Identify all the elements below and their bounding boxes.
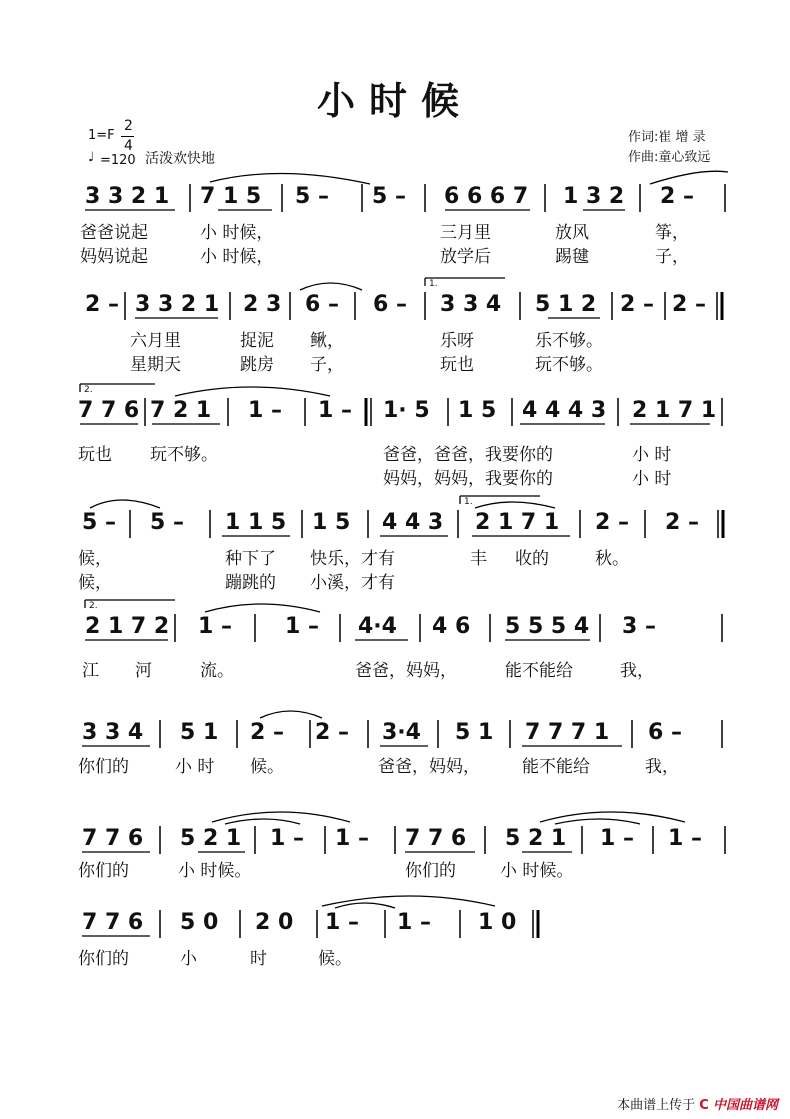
- notes-row2-m9: 2 –: [672, 292, 706, 317]
- notes-row2-m2: 3 3 2 1: [135, 292, 220, 317]
- lyric-row6-v1-e: 能不能给: [522, 757, 590, 777]
- notes-row4-m7: 2 –: [595, 510, 629, 535]
- lyric-row2-v2-e: 玩不够。: [535, 355, 603, 375]
- notes-row4-m6: 2 1 7 1: [475, 510, 560, 535]
- lyric-row2-v2-d: 玩也: [440, 355, 474, 375]
- lyric-row6-v1-b: 小 时: [175, 757, 215, 777]
- time-signature-divider: [121, 136, 134, 137]
- notes-row5-m1: 2 1 7 2: [85, 614, 170, 639]
- ending-bracket-1-label: 1.: [429, 279, 438, 289]
- lyric-row7-v1-d: 小 时候。: [500, 861, 574, 881]
- notes-row4-m2: 5 –: [150, 510, 184, 535]
- notes-row3-m2: 7 2 1: [150, 398, 212, 423]
- notes-row4-m5: 4 4 3: [382, 510, 444, 535]
- lyric-row2-v1-c: 鳅，: [310, 331, 344, 351]
- lyric-row4-v1-f: 秋。: [595, 549, 629, 569]
- quarter-note-icon: ♩: [88, 150, 95, 165]
- lyric-row2-v2-b: 跳房: [240, 355, 274, 375]
- notes-row2-m7: 5 1 2: [535, 292, 597, 317]
- notes-row3-m8: 2 1 7 1: [632, 398, 717, 423]
- lyric-row6-v1-f: 我，: [645, 757, 679, 777]
- lyric-row2-v1-e: 乐不够。: [535, 331, 603, 351]
- notes-row3-m3: 1 –: [248, 398, 282, 423]
- notes-row3-m7: 4 4 4 3: [522, 398, 607, 423]
- ending-bracket-3-label: 1.: [464, 497, 473, 507]
- notes-row8-m1: 7 7 6: [82, 910, 144, 935]
- notes-row8-m2: 5 0: [180, 910, 219, 935]
- lyric-row1-v1-c: 三月里: [440, 223, 491, 243]
- lyric-row1-v2-c: 放学后: [440, 247, 491, 267]
- notes-row2-m6: 3 3 4: [440, 292, 502, 317]
- notes-row2-m4: 6 –: [305, 292, 339, 317]
- expression-marking: 活泼欢快地: [145, 151, 215, 167]
- notes-row8-m5: 1 –: [397, 910, 431, 935]
- lyric-row4-v1-c: 快乐，才有: [310, 549, 395, 569]
- lyric-row2-v1-a: 六月里: [130, 331, 181, 351]
- notes-row2-m8: 2 –: [620, 292, 654, 317]
- notes-row3-m1: 7 7 6: [78, 398, 140, 423]
- notes-row8-m4: 1 –: [325, 910, 359, 935]
- notes-row3-m4: 1 –: [318, 398, 352, 423]
- notes-row3-m6: 1 5: [458, 398, 497, 423]
- lyric-row1-v2-d: 踢毽: [555, 247, 589, 267]
- lyric-row4-v1-e: 收的: [515, 549, 549, 569]
- notes-row7-m3: 1 –: [270, 826, 304, 851]
- notes-row1-m5: 6 6 6 7: [444, 184, 529, 209]
- lyric-row4-v2-c: 小溪，才有: [310, 573, 395, 593]
- lyric-row5-v1-e: 能不能给: [505, 661, 573, 681]
- lyric-row6-v1-d: 爸爸，妈妈，: [378, 757, 480, 777]
- lyric-row2-v1-d: 乐呀: [440, 331, 474, 351]
- notes-row4-m1: 5 –: [82, 510, 116, 535]
- lyric-row1-v2-b: 小 时候，: [200, 247, 274, 267]
- lyric-row5-v1-f: 我，: [620, 661, 654, 681]
- lyric-row3-v1-a: 玩也: [78, 445, 112, 465]
- ending-bracket-4-label: 2.: [89, 601, 98, 611]
- notes-row5-m2: 1 –: [198, 614, 232, 639]
- notes-row1-m6: 1 3 2: [563, 184, 625, 209]
- notes-row2-m5: 6 –: [373, 292, 407, 317]
- notes-row6-m8: 6 –: [648, 720, 682, 745]
- lyric-row5-v1-d: 爸爸，妈妈，: [355, 661, 457, 681]
- notes-row6-m1: 3 3 4: [82, 720, 144, 745]
- lyric-row4-v1-a: 候，: [78, 549, 112, 569]
- lyric-row8-v1-b: 小: [180, 949, 197, 969]
- lyric-row5-v1-b: 河: [135, 661, 152, 681]
- notes-row1-m1: 3 3 2 1: [85, 184, 170, 209]
- lyric-row7-v1-a: 你们的: [78, 861, 129, 881]
- composer-credit: 作曲:童心致远: [628, 150, 711, 165]
- notes-row5-m5: 4 6: [432, 614, 471, 639]
- notes-row7-m6: 5 2 1: [505, 826, 567, 851]
- notes-row5-m6: 5 5 5 4: [505, 614, 590, 639]
- lyric-row2-v1-b: 捉泥: [240, 331, 274, 351]
- key-signature: 1=F: [88, 128, 115, 143]
- notes-row2-m1: 2 –: [85, 292, 119, 317]
- notes-row2-m3: 2 3: [243, 292, 282, 317]
- lyric-row2-v2-c: 子，: [310, 355, 344, 375]
- lyric-row6-v1-c: 候。: [250, 757, 284, 777]
- lyric-row3-v1-c: 爸爸，爸爸，我要你的: [383, 445, 553, 465]
- notes-row6-m4: 2 –: [315, 720, 349, 745]
- lyric-row6-v1-a: 你们的: [78, 757, 129, 777]
- lyric-row5-v1-c: 流。: [200, 661, 234, 681]
- tempo-marking: =120: [100, 153, 136, 168]
- notes-row7-m4: 1 –: [335, 826, 369, 851]
- notes-row7-m5: 7 7 6: [405, 826, 467, 851]
- notes-row7-m7: 1 –: [600, 826, 634, 851]
- footer-source: [617, 1094, 778, 1113]
- notes-row1-m2: 7 1 5: [200, 184, 262, 209]
- song-title: 小时候: [316, 79, 473, 123]
- notes-row7-m1: 7 7 6: [82, 826, 144, 851]
- notes-row7-m8: 1 –: [668, 826, 702, 851]
- notes-row8-m3: 2 0: [255, 910, 294, 935]
- lyric-row7-v1-b: 小 时候。: [178, 861, 252, 881]
- lyric-row5-v1-a: 江: [82, 661, 99, 681]
- ending-bracket-2-label: 2.: [84, 385, 93, 395]
- notes-row1-m3: 5 –: [295, 184, 329, 209]
- lyric-row1-v1-a: 爸爸说起: [80, 223, 148, 243]
- lyric-row8-v1-d: 候。: [318, 949, 352, 969]
- lyric-row1-v2-e: 子，: [655, 247, 689, 267]
- notes-row6-m6: 5 1: [455, 720, 494, 745]
- notes-row5-m3: 1 –: [285, 614, 319, 639]
- notes-row4-m3: 1 1 5: [225, 510, 287, 535]
- notes-row1-m7: 2 –: [660, 184, 694, 209]
- lyric-row4-v2-a: 候，: [78, 573, 112, 593]
- notes-row5-m7: 3 –: [622, 614, 656, 639]
- notes-row4-m4: 1 5: [312, 510, 351, 535]
- lyric-row1-v1-b: 小 时候，: [200, 223, 274, 243]
- notes-row6-m7: 7 7 7 1: [525, 720, 610, 745]
- time-signature-bottom: 4: [124, 138, 133, 154]
- notes-row4-m8: 2 –: [665, 510, 699, 535]
- lyric-row1-v2-a: 妈妈说起: [80, 247, 148, 267]
- lyric-row3-v1-d: 小 时: [632, 445, 672, 465]
- lyric-row1-v1-d: 放风: [555, 223, 589, 243]
- footer-brand[interactable]: 中国曲谱网: [712, 1098, 778, 1113]
- lyric-row1-v1-e: 筝，: [655, 223, 689, 243]
- notes-row3-m5: 1· 5: [383, 398, 430, 423]
- lyric-row7-v1-c: 你们的: [405, 861, 456, 881]
- time-signature-top: 2: [124, 118, 133, 134]
- notes-row7-m2: 5 2 1: [180, 826, 242, 851]
- lyric-row2-v2-a: 星期天: [130, 355, 181, 375]
- footer-text: 本曲谱上传于: [617, 1098, 696, 1113]
- lyric-row3-v2-a: 妈妈，妈妈，我要你的: [383, 469, 553, 489]
- notes-row1-m4: 5 –: [372, 184, 406, 209]
- notes-row5-m4: 4·4: [358, 614, 397, 639]
- notes-row8-m6: 1 0: [478, 910, 517, 935]
- notes-row6-m3: 2 –: [250, 720, 284, 745]
- lyric-row3-v2-b: 小 时: [632, 469, 672, 489]
- lyric-row8-v1-c: 时: [250, 949, 267, 969]
- lyric-row4-v1-d: 丰: [470, 549, 487, 569]
- lyric-row4-v2-b: 蹦跳的: [225, 573, 276, 593]
- notes-row6-m5: 3·4: [382, 720, 421, 745]
- lyricist-credit: 作词:崔 增 录: [628, 130, 706, 145]
- notes-row6-m2: 5 1: [180, 720, 219, 745]
- site-logo-icon: C: [699, 1098, 709, 1113]
- lyric-row8-v1-a: 你们的: [78, 949, 129, 969]
- lyric-row3-v1-b: 玩不够。: [150, 445, 218, 465]
- lyric-row4-v1-b: 种下了: [225, 549, 276, 569]
